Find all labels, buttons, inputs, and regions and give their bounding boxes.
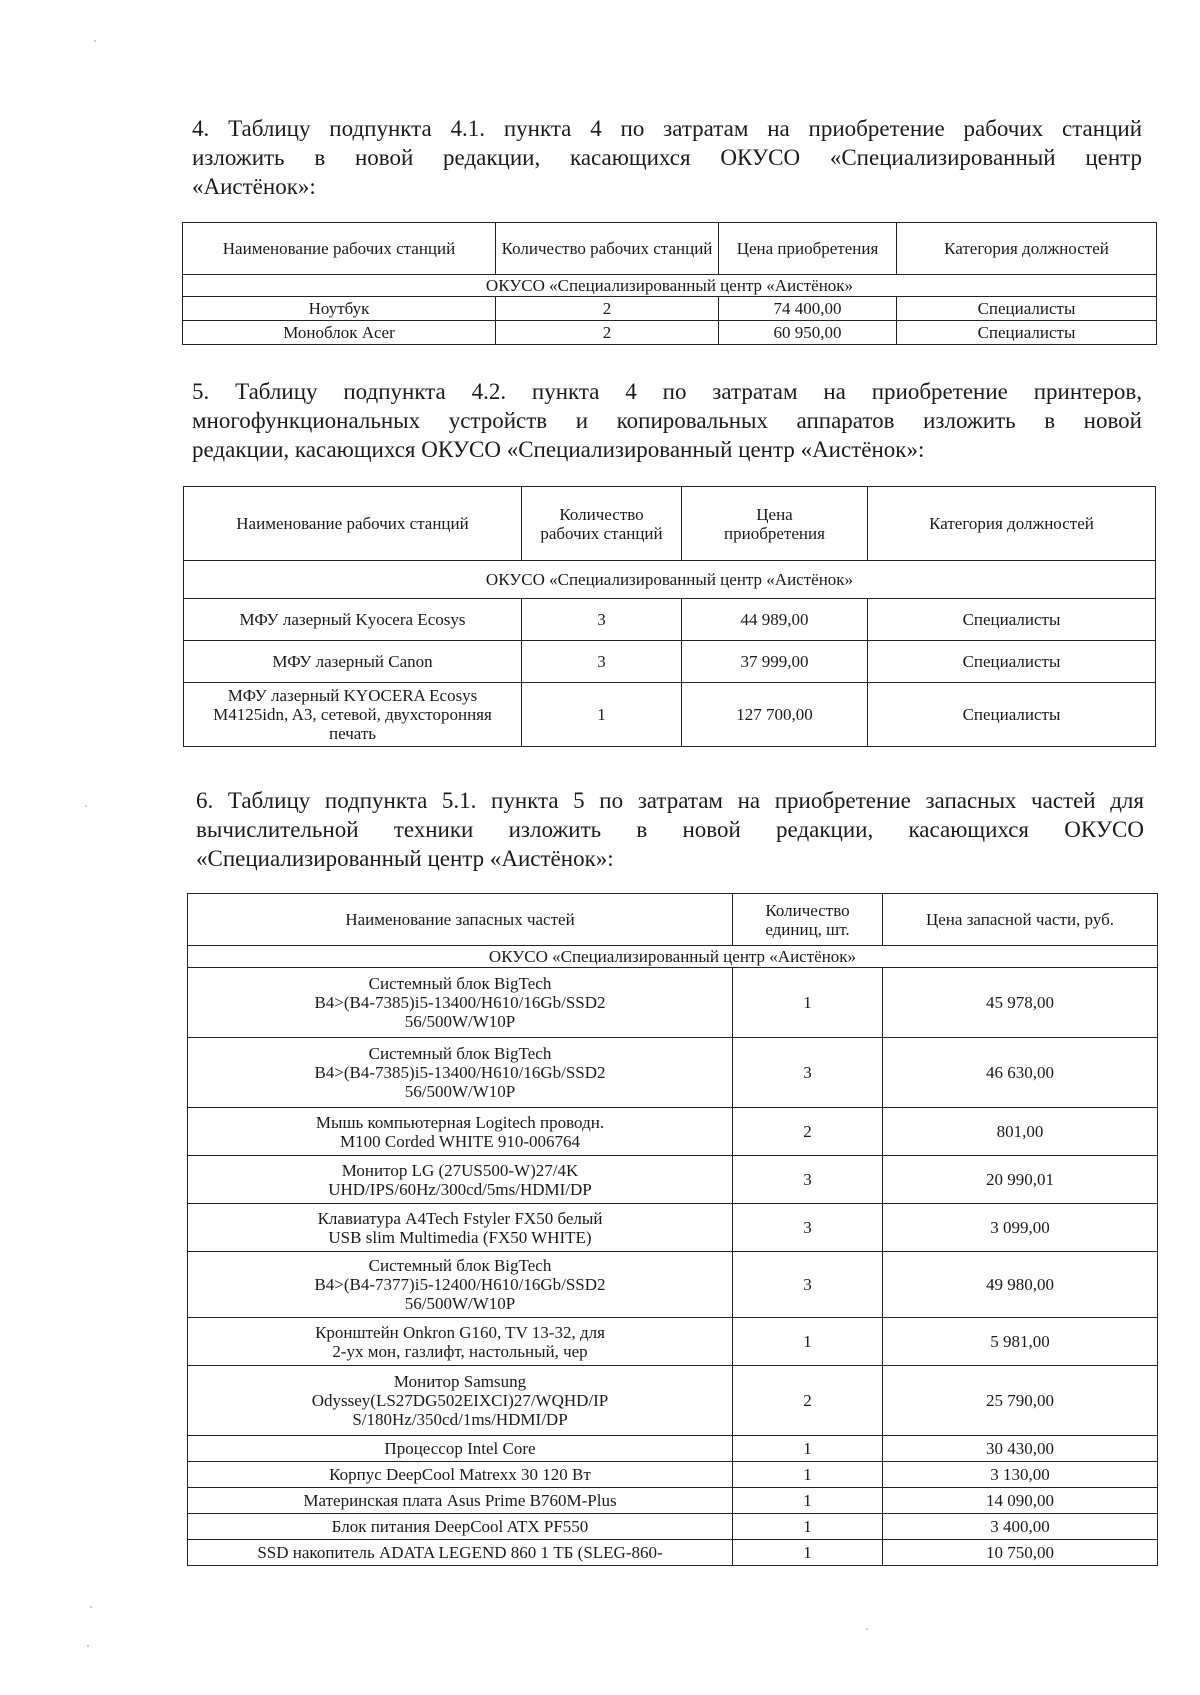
item-quantity: 3 bbox=[522, 641, 682, 683]
part-name-line: B4>(B4-7377)i5-12400/H610/16Gb/SSD2 bbox=[314, 1275, 606, 1294]
organization-group-row: ОКУСО «Специализированный центр «Аистёнок» bbox=[184, 561, 1156, 599]
part-name bbox=[188, 1366, 733, 1436]
column-header: Цена запасной части, руб. bbox=[883, 894, 1158, 946]
item-quantity: 2 bbox=[496, 297, 719, 321]
part-price: 14 090,00 bbox=[883, 1488, 1158, 1514]
part-name bbox=[188, 1514, 733, 1540]
item-name: МФУ лазерный Kyocera Ecosys bbox=[184, 599, 522, 641]
item-category: Специалисты bbox=[868, 641, 1156, 683]
part-name-line: B4>(B4-7385)i5-13400/H610/16Gb/SSD2 bbox=[314, 1063, 606, 1082]
item-price: 60 950,00 bbox=[719, 321, 897, 345]
part-name-line: SSD накопитель ADATA LEGEND 860 1 ТБ (SLEG-860- bbox=[257, 1543, 663, 1562]
part-quantity: 3 bbox=[733, 1252, 883, 1318]
part-price: 3 400,00 bbox=[883, 1514, 1158, 1540]
part-name bbox=[188, 1108, 733, 1156]
table-row bbox=[184, 683, 1156, 747]
section-6-paragraph bbox=[196, 786, 1144, 873]
part-name-line: Процессор Intel Core bbox=[384, 1439, 536, 1458]
part-name-line: Монитор Samsung bbox=[393, 1372, 527, 1391]
item-price: 44 989,00 bbox=[682, 599, 868, 641]
part-name bbox=[188, 1540, 733, 1566]
table-row bbox=[188, 1488, 1158, 1514]
part-quantity: 1 bbox=[733, 1462, 883, 1488]
item-name: МФУ лазерный Canon bbox=[184, 641, 522, 683]
item-name: МФУ лазерный KYOCERA Ecosys M4125idn, A3, сетевой, двухсторонняя печать bbox=[184, 683, 522, 747]
part-price: 10 750,00 bbox=[883, 1540, 1158, 1566]
part-price: 45 978,00 bbox=[883, 968, 1158, 1038]
part-price: 46 630,00 bbox=[883, 1038, 1158, 1108]
scan-speck bbox=[90, 1606, 92, 1608]
table-row bbox=[184, 641, 1156, 683]
paragraph-line: вычислительной техники изложить в новой редакции, касающихся ОКУСО bbox=[196, 817, 1144, 842]
column-header: Наименование рабочих станций bbox=[183, 223, 496, 275]
part-quantity: 3 bbox=[733, 1204, 883, 1252]
column-header: Категория должностей bbox=[868, 487, 1156, 561]
part-price: 30 430,00 bbox=[883, 1436, 1158, 1462]
paragraph-line: 6. Таблицу подпункта 5.1. пункта 5 по затратам на приобретение запасных частей для bbox=[196, 788, 1144, 813]
part-quantity: 1 bbox=[733, 968, 883, 1038]
part-name-line: Системный блок BigTech bbox=[368, 974, 552, 993]
part-name-line: USB slim Multimedia (FX50 WHITE) bbox=[328, 1227, 592, 1247]
part-quantity: 2 bbox=[733, 1108, 883, 1156]
scan-speck bbox=[866, 1628, 868, 1630]
part-name-line: Монитор LG (27US500-W)27/4K bbox=[341, 1160, 579, 1180]
part-name-line: Материнская плата Asus Prime B760M-Plus bbox=[303, 1491, 617, 1510]
part-quantity: 1 bbox=[733, 1514, 883, 1540]
table-row bbox=[188, 1204, 1158, 1252]
part-name-line: Системный блок BigTech bbox=[368, 1044, 552, 1063]
item-category: Специалисты bbox=[868, 683, 1156, 747]
part-quantity: 3 bbox=[733, 1038, 883, 1108]
paragraph-line: многофункциональных устройств и копировальных аппаратов изложить в новой bbox=[192, 408, 1142, 433]
part-price: 3 099,00 bbox=[883, 1204, 1158, 1252]
table-row bbox=[188, 1318, 1158, 1366]
part-name-line: Корпус DeepCool Matrexx 30 120 Вт bbox=[329, 1465, 591, 1484]
part-price: 20 990,01 bbox=[883, 1156, 1158, 1204]
part-name-line: 56/500W/W10P bbox=[404, 1082, 516, 1101]
organization-group-row: ОКУСО «Специализированный центр «Аистёнок» bbox=[183, 275, 1157, 297]
part-name bbox=[188, 1038, 733, 1108]
spare-parts-table bbox=[187, 893, 1158, 1566]
workstations-table bbox=[182, 222, 1157, 345]
table-row bbox=[188, 1252, 1158, 1318]
part-name bbox=[188, 1204, 733, 1252]
part-name bbox=[188, 968, 733, 1038]
part-quantity: 1 bbox=[733, 1436, 883, 1462]
item-price: 74 400,00 bbox=[719, 297, 897, 321]
part-name-line: S/180Hz/350cd/1ms/HDMI/DP bbox=[352, 1410, 568, 1429]
item-category: Специалисты bbox=[897, 321, 1157, 345]
item-quantity: 3 bbox=[522, 599, 682, 641]
column-header: Цена приобретения bbox=[719, 223, 897, 275]
part-name-line: B4>(B4-7385)i5-13400/H610/16Gb/SSD2 bbox=[314, 993, 606, 1012]
item-quantity: 1 bbox=[522, 683, 682, 747]
table-row bbox=[188, 1108, 1158, 1156]
paragraph-line: 5. Таблицу подпункта 4.2. пункта 4 по затратам на приобретение принтеров, bbox=[192, 379, 1142, 404]
item-quantity: 2 bbox=[496, 321, 719, 345]
part-name-line: 56/500W/W10P bbox=[404, 1294, 516, 1313]
part-quantity: 1 bbox=[733, 1488, 883, 1514]
table-row bbox=[188, 1156, 1158, 1204]
part-price: 25 790,00 bbox=[883, 1366, 1158, 1436]
table-row bbox=[188, 1038, 1158, 1108]
column-header: Цена приобретения bbox=[682, 487, 868, 561]
part-name-line: 56/500W/W10P bbox=[404, 1012, 516, 1031]
table-row bbox=[188, 1514, 1158, 1540]
spare-parts-rows bbox=[188, 968, 1158, 1566]
part-name-line: 2-ух мон, газлифт, настольный, чер bbox=[332, 1341, 588, 1361]
part-name-line: UHD/IPS/60Hz/300cd/5ms/HDMI/DP bbox=[328, 1179, 592, 1199]
part-quantity: 3 bbox=[733, 1156, 883, 1204]
part-name-line: M100 Corded WHITE 910-006764 bbox=[339, 1131, 581, 1151]
part-name-line: Клавиатура A4Tech Fstyler FX50 белый bbox=[317, 1208, 603, 1228]
item-category: Специалисты bbox=[868, 599, 1156, 641]
section-4-paragraph bbox=[192, 114, 1142, 201]
table-row bbox=[188, 1436, 1158, 1462]
item-name: Ноутбук bbox=[183, 297, 496, 321]
scan-speck bbox=[87, 1645, 89, 1647]
part-price: 801,00 bbox=[883, 1108, 1158, 1156]
paragraph-line: «Специализированный центр «Аистёнок»: bbox=[196, 846, 614, 871]
part-name-line: Кронштейн Onkron G160, TV 13-32, для bbox=[315, 1322, 605, 1342]
table-row bbox=[188, 1462, 1158, 1488]
item-price: 127 700,00 bbox=[682, 683, 868, 747]
part-name-line: Odyssey(LS27DG502EIXCI)27/WQHD/IP bbox=[311, 1391, 609, 1410]
part-quantity: 1 bbox=[733, 1318, 883, 1366]
column-header: Наименование рабочих станций bbox=[184, 487, 522, 561]
part-name bbox=[188, 1462, 733, 1488]
table-row bbox=[188, 968, 1158, 1038]
paragraph-line: изложить в новой редакции, касающихся ОКУСО «Специализированный центр bbox=[192, 145, 1142, 170]
part-name-line: Мышь компьютерная Logitech проводн. bbox=[315, 1112, 605, 1132]
item-price: 37 999,00 bbox=[682, 641, 868, 683]
table-row bbox=[188, 1366, 1158, 1436]
section-5-paragraph bbox=[192, 377, 1142, 464]
part-price: 49 980,00 bbox=[883, 1252, 1158, 1318]
part-quantity: 2 bbox=[733, 1366, 883, 1436]
organization-group-row: ОКУСО «Специализированный центр «Аистёнок» bbox=[188, 946, 1158, 968]
part-name bbox=[188, 1156, 733, 1204]
part-name bbox=[188, 1436, 733, 1462]
table-row bbox=[188, 1540, 1158, 1566]
table-row bbox=[183, 321, 1157, 345]
scan-speck bbox=[94, 40, 96, 42]
paragraph-line: «Аистёнок»: bbox=[192, 174, 316, 199]
paragraph-line: 4. Таблицу подпункта 4.1. пункта 4 по затратам на приобретение рабочих станций bbox=[192, 116, 1142, 141]
column-header: Количество рабочих станций bbox=[522, 487, 682, 561]
table-row bbox=[183, 297, 1157, 321]
part-name bbox=[188, 1252, 733, 1318]
part-name bbox=[188, 1318, 733, 1366]
column-header: Наименование запасных частей bbox=[188, 894, 733, 946]
part-name bbox=[188, 1488, 733, 1514]
column-header: Количество рабочих станций bbox=[496, 223, 719, 275]
part-price: 5 981,00 bbox=[883, 1318, 1158, 1366]
column-header: Категория должностей bbox=[897, 223, 1157, 275]
part-name-line: Блок питания DeepCool ATX PF550 bbox=[331, 1517, 589, 1536]
scan-speck bbox=[85, 805, 87, 807]
column-header: Количество единиц, шт. bbox=[733, 894, 883, 946]
item-category: Специалисты bbox=[897, 297, 1157, 321]
part-price: 3 130,00 bbox=[883, 1462, 1158, 1488]
printers-table bbox=[183, 486, 1156, 747]
paragraph-line: редакции, касающихся ОКУСО «Специализированный центр «Аистёнок»: bbox=[192, 437, 925, 462]
item-name: Моноблок Acer bbox=[183, 321, 496, 345]
part-quantity: 1 bbox=[733, 1540, 883, 1566]
table-row bbox=[184, 599, 1156, 641]
part-name-line: Системный блок BigTech bbox=[368, 1256, 552, 1275]
